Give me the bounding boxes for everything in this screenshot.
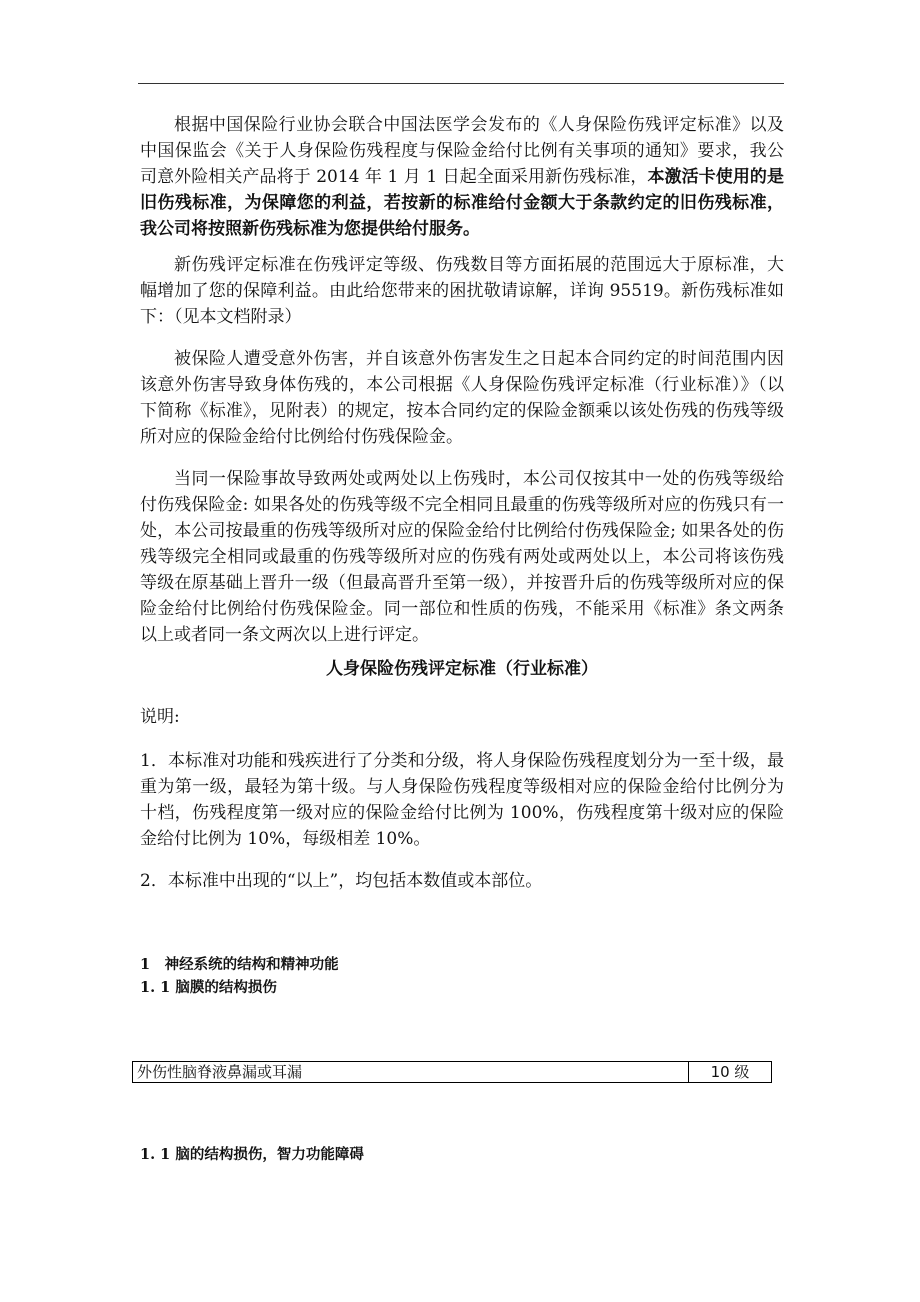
explanation-label: 说明: [140,707,180,727]
intro-paragraph-2: 新伤残评定标准在伤残评定等级、伤残数目等方面拓展的范围远大于原标准，大幅增加了您的保障利益。由此给您带来的困扰敬请谅解，详询 95519。新伤残标准如下：（见本文档附录） [140,255,784,327]
table-row [133,1062,772,1083]
intro-paragraph-1-bold: 本激活卡使用的是旧伤残标准，为保障您的利益，若按新的标准给付金额大于条款约定的旧伤残标准，我公司将按照新伤残标准为您提供给付服务。 [140,167,784,239]
explanation-note-2: 2．本标准中出现的“以上”，均包括本数值或本部位。 [140,871,543,891]
disability-grade-table [132,1061,772,1083]
section-heading-1: 1 神经系统的结构和精神功能 [140,956,339,973]
table-cell-level: 10 级 [689,1062,772,1083]
standard-title: 人身保险伤残评定标准（行业标准） [326,659,598,679]
explanation-note-1: 1．本标准对功能和残疾进行了分类和分级，将人身保险伤残程度划分为一至十级，最重为第一级，最轻为第十级。与人身保险伤残程度等级相对应的保险金给付比例分为十档，伤残程度第一级对应的保险金给付比例为 100%，伤残程度第十级对应的保险金给付比例为 10%，每级相差 10%。 [140,751,784,849]
intro-paragraph-4: 当同一保险事故导致两处或两处以上伤残时，本公司仅按其中一处的伤残等级给付伤残保险金: 如果各处的伤残等级不完全相同且最重的伤残等级所对应的伤残只有一处，本公司按最重的伤残等级所对应的保险金给付比例给付伤残保险金; 如果各处的伤残等级完全相同或最重的伤残等级所对应的伤残有两处或两处以上，本公司将该伤残等级在原基础上晋升一级（但最高晋升至第一级），并按晋升后的伤残等级所对应的保险金给付比例给付伤残保险金。同一部位和性质的伤残，不能采用《标准》条文两条以上或者同一条文两次以上进行评定。 [140,469,784,645]
section-heading-1-1: 1. 1 脑膜的结构损伤 [140,979,277,996]
intro-paragraph-3: 被保险人遭受意外伤害，并自该意外伤害发生之日起本合同约定的时间范围内因该意外伤害导致身体伤残的，本公司根据《人身保险伤残评定标准（行业标准）》（以下简称《标准》，见附表）的规定，按本合同约定的保险金额乘以该处伤残的伤残等级所对应的保险金给付比例给付伤残保险金。 [140,349,784,447]
intro-paragraph-1-text: 根据中国保险行业协会联合中国法医学会发布的《人身保险伤残评定标准》以及中国保监会《关于人身保险伤残程度与保险金给付比例有关事项的通知》要求，我公司意外险相关产品将于 2014 年 1 月 1 日起全面采用新伤残标准， [140,115,784,187]
header-rule [138,83,784,84]
section-heading-1-1-brain: 1. 1 脑的结构损伤，智力功能障碍 [140,1146,364,1163]
table-cell-item: 外伤性脑脊液鼻漏或耳漏 [133,1062,689,1083]
intro-paragraph-1 [140,112,784,242]
